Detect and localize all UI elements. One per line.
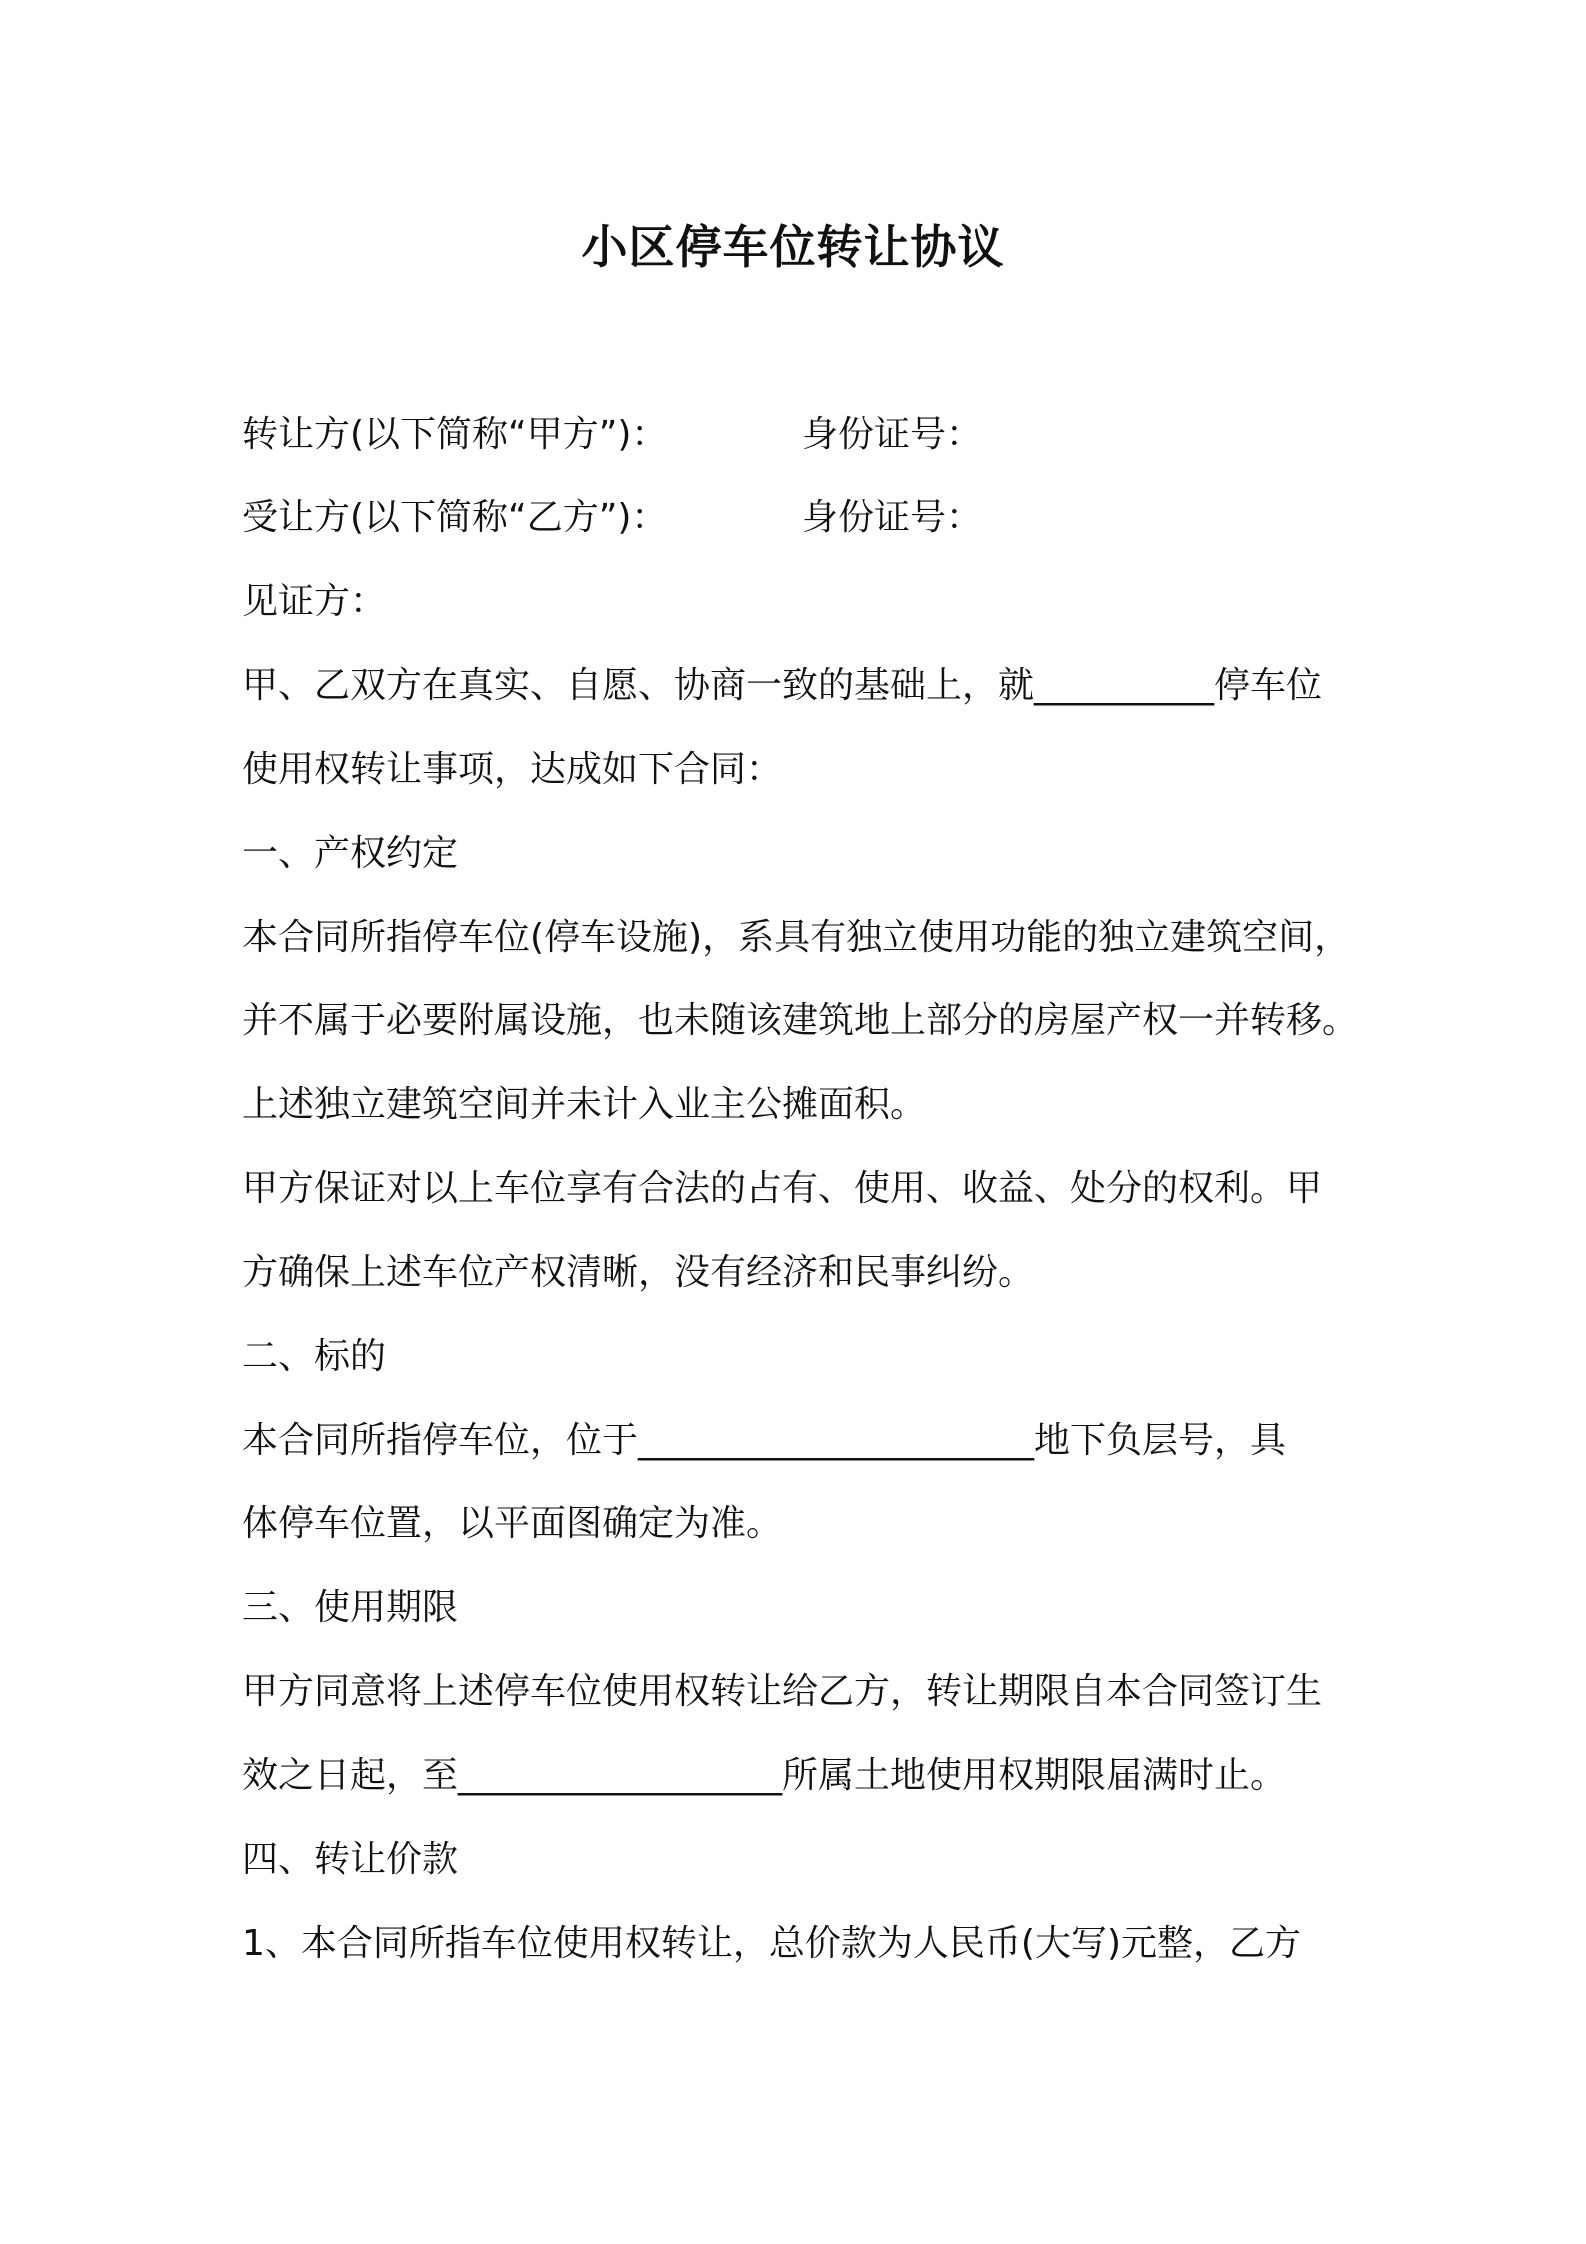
section3-heading: 三、使用期限 <box>242 1587 459 1628</box>
section1-para2-line2: 方确保上述车位产权清晰，没有经济和民事纠纷。 <box>242 1252 1035 1293</box>
intro-text-before: 甲、乙双方在真实、自愿、协商一致的基础上，就 <box>242 665 1035 706</box>
section4-line1: 1、本合同所指车位使用权转让，总价款为人民币(大写)元整，乙方 <box>242 1923 1301 1964</box>
section2-line2: 体停车位置，以平面图确定为准。 <box>242 1503 783 1544</box>
section1-heading: 一、产权约定 <box>242 833 459 874</box>
section1-para1-line1: 本合同所指停车位(停车设施)，系具有独立使用功能的独立建筑空间， <box>242 917 1351 958</box>
transferor-label: 转让方(以下简称“甲方”)： <box>242 414 668 455</box>
transferee-label: 受让方(以下简称“乙方”)： <box>242 497 668 538</box>
section1-para2-line1: 甲方保证对以上车位享有合法的占有、使用、收益、处分的权利。甲 <box>242 1168 1323 1209</box>
intro-text-after: 停车位 <box>1214 665 1323 706</box>
section4-heading: 四、转让价款 <box>242 1839 459 1880</box>
parking-space-blank: __________ <box>1034 665 1215 706</box>
section2-text-after: 地下负层号，具 <box>1034 1420 1287 1461</box>
transferor-row <box>242 405 982 465</box>
section3-line2 <box>242 1746 1286 1806</box>
section3-text-after: 所属土地使用权期限届满时止。 <box>782 1755 1287 1796</box>
document-title: 小区停车位转让协议 <box>581 220 1005 274</box>
transferee-row <box>242 488 982 548</box>
transferee-id-label: 身份证号： <box>802 497 983 538</box>
section2-text-before: 本合同所指停车位，位于 <box>242 1420 639 1461</box>
section1-para1-line3: 上述独立建筑空间并未计入业主公摊面积。 <box>242 1084 927 1125</box>
section3-line1: 甲方同意将上述停车位使用权转让给乙方，转让期限自本合同签订生 <box>242 1671 1323 1712</box>
witness-label: 见证方： <box>242 581 387 622</box>
term-end-blank: __________________ <box>458 1755 783 1796</box>
section2-line1 <box>242 1411 1286 1471</box>
intro-line-1 <box>242 656 1322 716</box>
section2-heading: 二、标的 <box>242 1336 387 1377</box>
transferor-id-label: 身份证号： <box>802 414 983 455</box>
section3-text-before: 效之日起，至 <box>242 1755 459 1796</box>
section1-para1-line2: 并不属于必要附属设施，也未随该建筑地上部分的房屋产权一并转移。 <box>242 1000 1359 1041</box>
location-blank: ______________________ <box>638 1420 1035 1461</box>
intro-line-2: 使用权转让事项，达成如下合同： <box>242 749 783 790</box>
